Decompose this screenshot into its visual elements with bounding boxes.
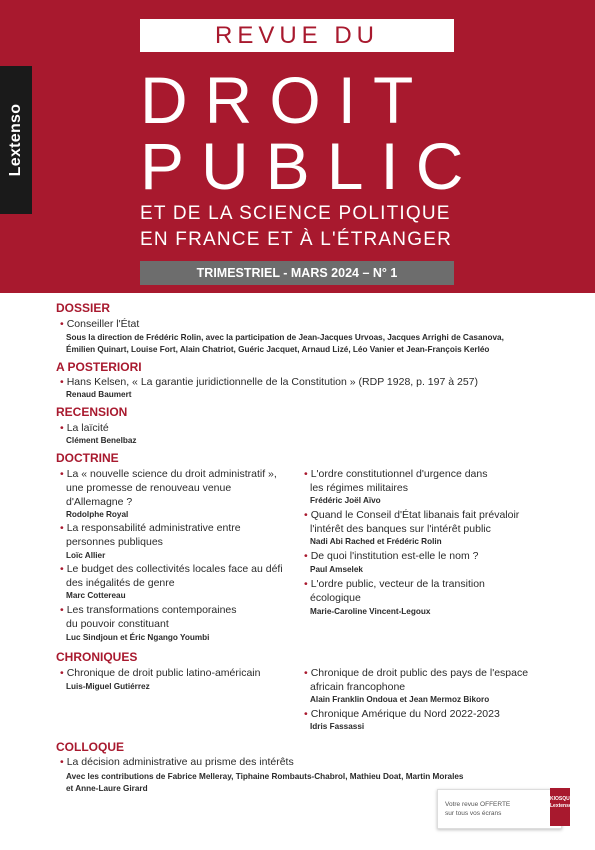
toc-item[interactable]: • L'ordre public, vecteur de la transition [304, 578, 485, 590]
publisher-logo: Lextenso [7, 103, 24, 177]
revue-du-label: REVUE DU [140, 19, 454, 52]
toc-item-line: une promesse de renouveau venue [66, 482, 232, 494]
title-droit: DROIT [140, 63, 431, 137]
toc-item-line: les régimes militaires [310, 482, 409, 494]
section-dossier: DOSSIER [56, 301, 111, 315]
toc-item-line: d'Allemagne ? [66, 496, 133, 508]
toc-item[interactable]: • Le budget des collectivités locales face au défi [60, 563, 283, 575]
toc-item-line: africain francophone [310, 681, 406, 693]
toc-item-line: personnes publiques [66, 536, 163, 548]
toc-item[interactable]: • Hans Kelsen, « La garantie juridictionnelle de la Constitution » (RDP 1928, p. 197 à 257) [60, 376, 479, 388]
item-authors: Loïc Allier [66, 551, 106, 560]
toc-item[interactable]: • Chronique de droit public des pays de l'espace [304, 667, 529, 679]
item-authors: Nadi Abi Rached et Frédéric Rolin [310, 537, 442, 546]
badge-text: Votre revue OFFERTE sur tous vos écrans [445, 801, 511, 817]
item-title: La décision administrative au prisme des intérêts [66, 756, 294, 768]
toc-item[interactable]: • L'ordre constitutionnel d'urgence dans [304, 468, 488, 480]
item-authors: Paul Amselek [310, 565, 363, 574]
toc-item[interactable]: • La « nouvelle science du droit administratif », [60, 468, 277, 480]
toc-item[interactable]: • Quand le Conseil d'État libanais fait prévaloir [304, 509, 520, 521]
item-authors: Alain Franklin Ondoua et Jean Mermoz Bikoro [310, 695, 490, 704]
toc-item[interactable]: • Les transformations contemporaines [60, 604, 237, 616]
toc-item[interactable]: • Chronique de droit public latino-américain [60, 667, 261, 679]
item-authors: et Anne-Laure Girard [66, 784, 148, 793]
section-a-posteriori: A POSTERIORI [56, 360, 142, 374]
subtitle-line-1: ET DE LA SCIENCE POLITIQUE [140, 203, 451, 224]
item-authors: Luc Sindjoun et Éric Ngango Youmbi [66, 633, 210, 642]
item-authors: Émilien Quinart, Louise Fort, Alain Chatriot, Guéric Jacquet, Arnaud Lizé, Léo Vanier et Jean-François Kerléo [66, 345, 490, 354]
item-title: La laïcité [66, 422, 109, 434]
toc-item-line: écologique [310, 592, 361, 604]
section-recension: RECENSION [56, 405, 128, 419]
item-authors: Marie-Caroline Vincent-Legoux [310, 607, 431, 616]
toc-item[interactable]: • La responsabilité administrative entre [60, 522, 241, 534]
item-authors: Clément Benelbaz [66, 436, 137, 445]
toc-item[interactable]: • La décision administrative au prisme des intérêts [60, 756, 294, 768]
toc-item[interactable]: • De quoi l'institution est-elle le nom ? [304, 550, 479, 562]
toc-item-line: du pouvoir constituant [66, 618, 169, 630]
toc-item[interactable]: • La laïcité [60, 422, 109, 434]
item-authors: Luis-Miguel Gutiérrez [66, 682, 150, 691]
item-authors: Marc Cottereau [66, 591, 126, 600]
toc-item-line: l'intérêt des banques sur l'intérêt public [310, 523, 491, 535]
toc-item[interactable]: • Conseiller l'État [60, 318, 140, 330]
item-authors: Idris Fassassi [310, 722, 365, 731]
toc-item-line: des inégalités de genre [66, 577, 175, 589]
item-authors: Rodolphe Royal [66, 510, 129, 519]
section-doctrine: DOCTRINE [56, 451, 119, 465]
section-chroniques: CHRONIQUES [56, 650, 138, 664]
item-authors: Frédéric Joël Aïvo [310, 496, 381, 505]
subtitle-line-2: EN FRANCE ET À L'ÉTRANGER [140, 229, 452, 250]
kiosque-badge[interactable] [437, 789, 562, 829]
toc-item[interactable]: • Chronique Amérique du Nord 2022-2023 [304, 708, 500, 720]
title-public: PUBLIC [140, 129, 481, 203]
kiosque-logo: KIOSQUE Lextenso [550, 788, 570, 826]
item-authors: Sous la direction de Frédéric Rolin, avec la participation de Jean-Jacques Urvoas, Jacques Arrighi de Casanova, [66, 333, 504, 342]
item-authors: Avec les contributions de Fabrice Melleray, Tiphaine Rombauts-Chabrol, Mathieu Doat, Martin Morales [66, 772, 464, 781]
publisher-tab [0, 66, 32, 214]
issue-bar: TRIMESTRIEL - MARS 2024 – N° 1 [140, 261, 454, 285]
item-authors: Renaud Baumert [66, 390, 132, 399]
item-title: Conseiller l'État [66, 318, 140, 330]
item-title: Hans Kelsen, « La garantie juridictionnelle de la Constitution » (RDP 1928, p. 197 à 257) [66, 376, 479, 388]
section-colloque: COLLOQUE [56, 740, 124, 754]
